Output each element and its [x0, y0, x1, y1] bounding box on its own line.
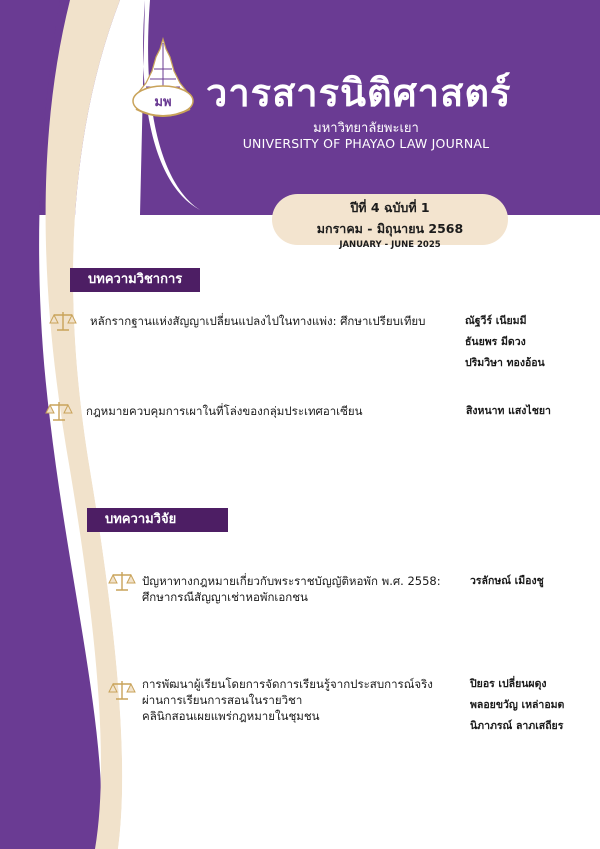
issue-badge	[272, 194, 508, 250]
article-authors	[466, 403, 551, 419]
section-heading-academic: บทความวิชาการ	[70, 268, 200, 292]
article-title[interactable]	[90, 313, 440, 329]
issue-volume: ปีที่ 4 ฉบับที่ 1	[350, 200, 430, 215]
scales-of-justice-icon	[48, 310, 78, 332]
university-name-th: มหาวิทยาลัยพะเยา	[313, 121, 419, 136]
issue-months-th: มกราคม - มิถุนายน 2568	[316, 221, 464, 236]
journal-name-en: UNIVERSITY OF PHAYAO LAW JOURNAL	[242, 136, 490, 151]
article-title[interactable]	[142, 676, 462, 724]
author-name: ปริมวิษา ทองอ้อน	[465, 357, 545, 369]
author-name: ณัฐวีร์ เนียมมี	[465, 315, 527, 327]
journal-title: วารสารนิติศาสตร์	[206, 71, 512, 115]
section-heading-research: บทความวิจัย	[87, 508, 228, 532]
article-title-line: การพัฒนาผู้เรียนโดยการจัดการเรียนรู้จากประสบการณ์จริง	[142, 677, 433, 691]
issue-months-en: JANUARY - JUNE 2025	[339, 240, 441, 250]
author-name: สิงหนาท แสงไชยา	[466, 405, 551, 417]
article-authors	[465, 313, 545, 371]
scales-of-justice-icon	[107, 679, 137, 701]
author-name: ปิยอร เปลี่ยนผดุง	[470, 678, 547, 690]
article-authors	[470, 573, 544, 589]
scales-of-justice-icon	[44, 400, 74, 422]
article-title-line: กฎหมายควบคุมการเผาในที่โล่งของกลุ่มประเทศอาเซียน	[86, 404, 363, 418]
scales-of-justice-icon	[107, 570, 137, 592]
author-name: พลอยขวัญ เหล่าอมต	[470, 699, 565, 711]
article-title-line: หลักรากฐานแห่งสัญญาเปลี่ยนแปลงไปในทางแพ่ง: ศึกษาเปรียบเทียบ	[90, 314, 426, 328]
article-authors	[470, 676, 564, 734]
article-title-line: ศึกษากรณีสัญญาเช่าหอพักเอกชน	[142, 590, 308, 604]
article-title-line: ปัญหาทางกฎหมายเกี่ยวกับพระราชบัญญัติหอพัก พ.ศ. 2558:	[142, 574, 441, 588]
university-emblem-icon	[130, 37, 196, 119]
article-title-line: ผ่านการเรียนการสอนในรายวิชา	[142, 693, 303, 707]
author-name: นิภาภรณ์ ลาภเสถียร	[470, 720, 564, 732]
article-title[interactable]	[142, 573, 462, 605]
svg-text:มพ: มพ	[154, 95, 172, 110]
author-name: ธันยพร มีดวง	[465, 336, 526, 348]
article-title-line: คลินิกสอนเผยแพร่กฎหมายในชุมชน	[142, 709, 320, 723]
article-title[interactable]	[86, 403, 436, 419]
author-name: วรลักษณ์ เมืองชู	[470, 575, 544, 587]
